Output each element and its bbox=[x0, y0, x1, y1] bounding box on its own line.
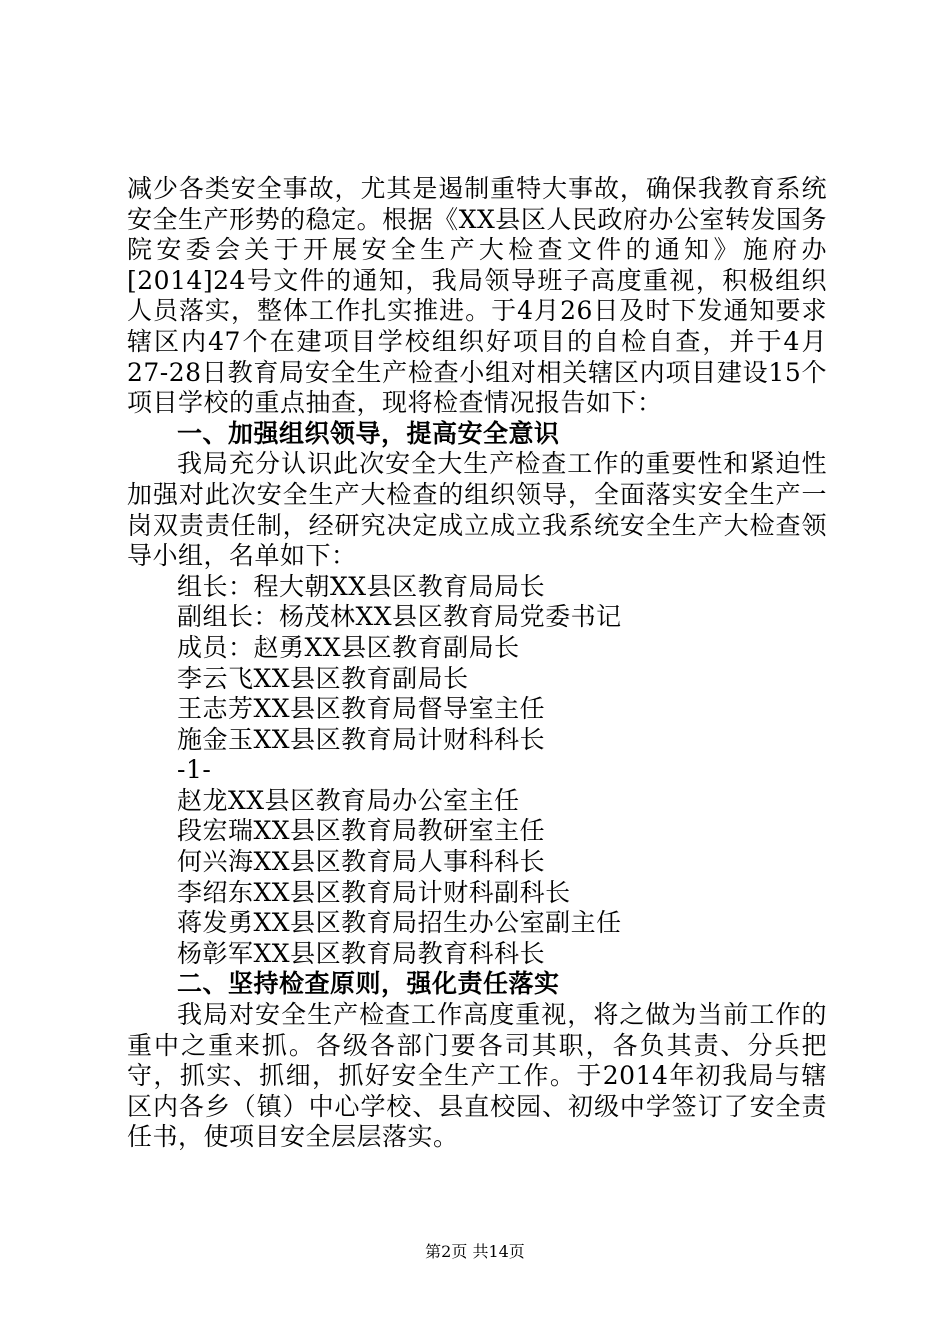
section-heading-1: 一、加强组织领导，提高安全意识 bbox=[177, 418, 560, 448]
inline-page-marker: -1- bbox=[177, 755, 212, 785]
member-line: 施金玉XX县区教育局计财科科长 bbox=[177, 724, 546, 754]
member-line: 杨彰军XX县区教育局教育科科长 bbox=[177, 938, 546, 968]
member-line: 何兴海XX县区教育局人事科科长 bbox=[177, 847, 546, 877]
document-body bbox=[127, 174, 827, 1153]
member-line: 李云飞XX县区教育副局长 bbox=[177, 663, 469, 693]
page-footer: 第2页 共14页 bbox=[425, 1242, 525, 1261]
member-line: 组长：程大朝XX县区教育局局长 bbox=[177, 571, 546, 601]
member-line: 蒋发勇XX县区教育局招生办公室副主任 bbox=[177, 908, 622, 938]
member-line: 李绍东XX县区教育局计财科副科长 bbox=[177, 877, 571, 907]
section-paragraph-2: 我局对安全生产检查工作高度重视，将之做为当前工作的重中之重来抓。各级各部门要各司其职，各负其责、分兵把守，抓实、抓细，抓好安全生产工作。于2014年初我局与辖区内各乡（镇）中心学校、县直校园、初级中学签订了安全责任书，使项目安全层层落实。 bbox=[127, 1000, 827, 1152]
section-heading-2: 二、坚持检查原则，强化责任落实 bbox=[177, 969, 560, 999]
member-line: 成员：赵勇XX县区教育副局长 bbox=[177, 632, 520, 662]
member-line: 赵龙XX县区教育局办公室主任 bbox=[177, 785, 520, 815]
member-line: 王志芳XX县区教育局督导室主任 bbox=[177, 694, 546, 724]
member-line: 副组长：杨茂林XX县区教育局党委书记 bbox=[177, 602, 622, 632]
member-line: 段宏瑞XX县区教育局教研室主任 bbox=[177, 816, 546, 846]
section-paragraph-1: 我局充分认识此次安全大生产检查工作的重要性和紧迫性加强对此次安全生产大检查的组织领导，全面落实安全生产一岗双责责任制，经研究决定成立成立我系统安全生产大检查领导小组，名单如下： bbox=[127, 449, 827, 571]
intro-paragraph: 减少各类安全事故，尤其是遏制重特大事故，确保我教育系统安全生产形势的稳定。根据《XX县区人民政府办公室转发国务院安委会关于开展安全生产大检查文件的通知》施府办[2014]24号文件的通知，我局领导班子高度重视，积极组织人员落实，整体工作扎实推进。于4月26日及时下发通知要求辖区内47个在建项目学校组织好项目的自检自查，并于4月27-28日教育局安全生产检查小组对相关辖区内项目建设15个项目学校的重点抽查，现将检查情况报告如下： bbox=[127, 174, 827, 418]
